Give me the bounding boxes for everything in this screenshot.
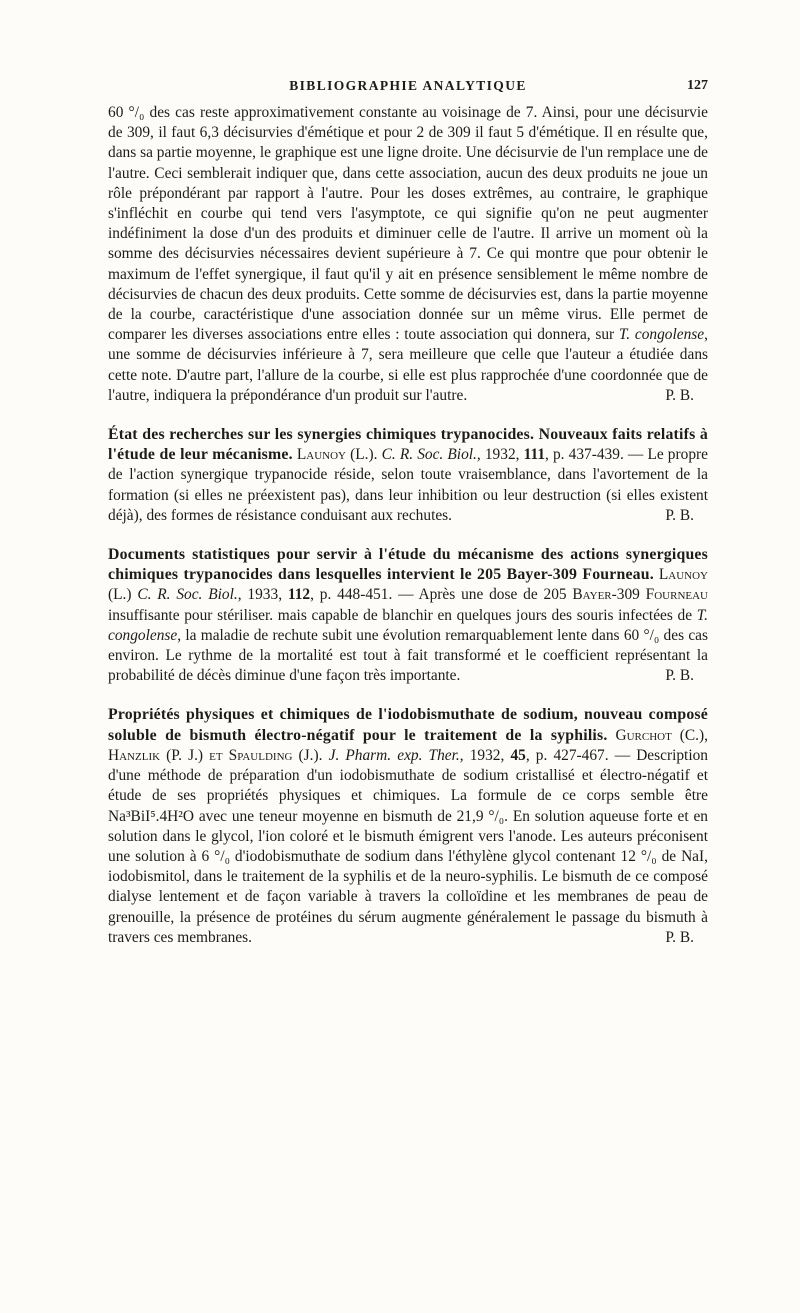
- entry-title: Propriétés physiques et chimiques de l'iodobismuthate de sodium, nouveau composé soluble de bismuth électro-négatif pour le traitement de la syphilis.: [108, 706, 708, 744]
- entry-pages: , p. 437-439.: [545, 446, 624, 464]
- entry-abstract: — Le propre de l'action synergique trypanocide réside, selon toute vraisemblance, dans l'avortement de la formation (si elles ne préexistent pas), dans leur inhibition ou leur destruction (si elles existent déjà), des formes de résistance conduisant aux rechutes.: [108, 446, 708, 524]
- entry-journal: J. Pharm. exp. Ther.: [328, 746, 460, 764]
- entry-title: État des recherches sur les synergies chimiques trypanocides. Nouveaux faits relatifs à l'étude de leur mécanisme.: [108, 426, 708, 464]
- bibliography-entry: [108, 545, 708, 686]
- page-content: [108, 103, 708, 948]
- entry-year: , 1932,: [476, 446, 524, 464]
- entry-abstract: insuffisante pour stériliser. mais capable de blanchir en quelques jours des souris infectées de: [108, 606, 697, 624]
- entry-author: Launoy (L.).: [296, 446, 378, 464]
- entry-abstract: , la maladie de rechute subit une évolution remarquablement lente dans 60 °/₀ des cas environ. Le rythme de la mortalité est tout à fait transformé et le coefficient représentant la probabilité de décès diminue d'une façon très importante.: [108, 626, 708, 685]
- species-name: T. congolense: [618, 326, 705, 344]
- signature: P. B.: [665, 928, 694, 946]
- entry-abstract: — Après une dose de 205: [392, 586, 573, 604]
- species-name: T. congolense: [108, 606, 708, 644]
- entry-pages: , p. 448-451.: [310, 586, 393, 604]
- page-header: [108, 78, 708, 98]
- entry-author: Launoy (L.): [108, 566, 708, 604]
- entry-volume: 112: [287, 586, 311, 604]
- continuation-text-after: , une somme de décisurvies inférieure à 7, sera meilleure que celle que l'auteur a étudiée dans cette note. D'autre part, l'allure de la courbe, si elle est plus rapprochée d'une coordonnée que de l'autre, indiquera la prépondérance d'un produit sur l'autre.: [108, 326, 708, 404]
- continuation-paragraph: [108, 103, 708, 406]
- entry-authors: Gurchot (C.), Hanzlik (P. J.) et Spaulding (J.).: [108, 726, 708, 764]
- signature: P. B.: [665, 667, 694, 685]
- entry-journal: C. R. Soc. Biol.: [381, 446, 477, 464]
- entry-abstract: — Description d'une méthode de préparation d'un iodobismuthate de sodium cristallisé et électro-négatif et étude de ses propriétés physiques et chimiques. La formule de ce corps semble être Na³BiI⁵.4H²O avec une teneur moyenne en bismuth de 21,9 °/₀. En solution aqueuse forte et en solution dans le glycol, l'ion coloré et le bismuth émigrent vers l'anode. Les auteurs préconisent une solution à 6 °/₀ d'iodobismuthate de sodium dans l'éthylène glycol contenant 12 °/₀ de NaI, iodobismitol, dans le traitement de la syphilis et de la neuro-syphilis. Le bismuth de ce composé dialyse lentement et de façon variable à travers la colloïdine et les membranes de peau de grenouille, la présence de protéines du sérum augmente généralement le passage du bismuth à travers ces membranes.: [108, 746, 708, 946]
- page-number: 127: [687, 78, 708, 93]
- entry-volume: 45: [510, 746, 526, 764]
- drug-name: Bayer-309 Fourneau: [572, 586, 708, 604]
- entry-pages: , p. 427-467.: [525, 746, 609, 764]
- entry-volume: 111: [523, 446, 546, 464]
- entry-title: Documents statistiques pour servir à l'étude du mécanisme des actions synergiques chimiques trypanocides dans lesquelles intervient le 205 Bayer-309 Fourneau.: [108, 546, 708, 584]
- signature: P. B.: [665, 506, 694, 524]
- signature: P. B.: [665, 386, 694, 404]
- bibliography-entry: [108, 705, 708, 947]
- bibliography-entry: [108, 425, 708, 526]
- running-head: BIBLIOGRAPHIE ANALYTIQUE: [289, 78, 527, 93]
- entry-year: , 1932,: [459, 746, 511, 764]
- entry-year: , 1933,: [237, 586, 288, 604]
- continuation-text: 60 °/₀ des cas reste approximativement constante au voisinage de 7. Ainsi, pour une décisurvie de 309, il faut 6,3 décisurvies d'émétique et pour 2 de 309 il faut 5 d'émétique. Il en résulte que, dans sa partie moyenne, le graphique est une ligne droite. Une décisurvie de l'un remplace une de l'autre. Ceci semblerait indiquer que, dans cette association, aucun des deux produits ne joue un rôle prépondérant par rapport à l'autre. Pour les doses extrêmes, au contraire, le graphique s'infléchit en courbe qui tend vers l'asymptote, ce qui signifie qu'on ne peut augmenter indéfiniment la dose d'un des produits et diminuer celle de l'autre. Il arrive un moment où la somme des décisurvies nécessaires devient supérieure à 7. Ce qui montre que pour obtenir le maximum de l'effet synergique, il faut qu'il y ait en présence sensiblement le même nombre de décisurvies de chacun des deux produits. Cette somme de décisurvies est, dans la partie moyenne de la courbe, caractéristique d'une association donnée sur un même virus. Elle permet de comparer les diverses associations entre elles : toute association qui donnera, sur: [108, 104, 708, 344]
- entry-journal: C. R. Soc. Biol.: [137, 586, 238, 604]
